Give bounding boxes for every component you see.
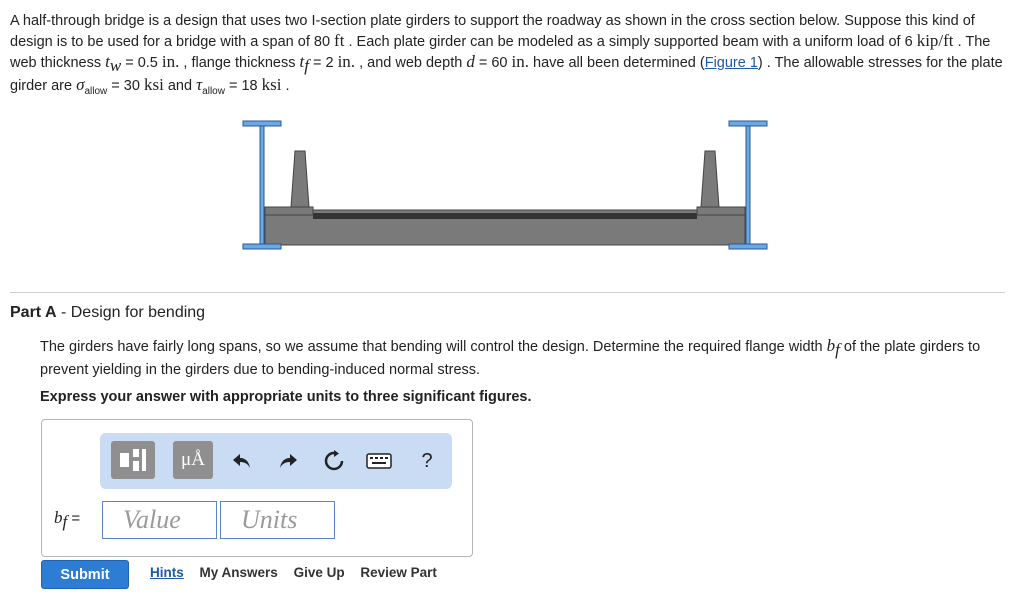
reset-icon[interactable] [319, 447, 349, 475]
section-divider [10, 292, 1005, 293]
answer-instructions: Express your answer with appropriate units to three significant figures. [40, 389, 532, 405]
right-girder-bottom-flange [729, 244, 767, 249]
math-toolbar [100, 433, 452, 489]
answer-box [41, 419, 473, 557]
figure-1-link[interactable]: Figure 1 [704, 55, 758, 71]
my-answers-link[interactable]: My Answers [199, 565, 278, 580]
submit-button[interactable]: Submit [41, 560, 129, 589]
symbols-icon[interactable]: μÅ [173, 441, 213, 479]
right-girder-top-flange [729, 121, 767, 126]
answer-variable-label: $b_f$ = [54, 508, 81, 531]
left-girder-top-flange [243, 121, 281, 126]
left-girder-web [260, 126, 264, 244]
review-part-link[interactable]: Review Part [360, 565, 437, 580]
left-curb [265, 207, 313, 215]
hints-link[interactable]: Hints [150, 565, 184, 580]
part-a-title: Part A - Design for bending [10, 304, 206, 321]
part-a-description: The girders have fairly long spans, so we assume that bending will control the design. Determine the required flange width $b_f$ of the plate girders to prevent yielding in the girders due to bending-induced normal stress. [40, 336, 981, 378]
templates-icon[interactable] [111, 441, 155, 479]
give-up-link[interactable]: Give Up [293, 565, 345, 580]
undo-icon[interactable] [227, 447, 257, 475]
value-input[interactable]: Value [102, 501, 217, 539]
keyboard-icon[interactable] [364, 447, 394, 475]
roadway-surface [313, 213, 697, 219]
problem-statement: A half-through bridge is a design that uses two I-section plate girders to support the roadway as shown in the cross section below. Suppose this kind of design is to be used for a bridge with a span of 80 ft . Each plate girder can be modeled as a simply supported beam with a uniform load of 6 kip/ft . The web thickness $t_w = 0.5$ in. , flange thickness $t_f = 2$ in. , and web depth d = 60 in. have all been determined (Figure 1) . The allowable stresses for the plate girder are $\sigma_{allow} = 30$ ksi and $\tau_{allow} = 18$ ksi . [10, 13, 1003, 97]
help-icon[interactable]: ? [421, 449, 433, 472]
answer-actions [150, 565, 449, 580]
left-stiffener [291, 151, 309, 207]
bridge-cross-section-figure [235, 115, 775, 255]
right-girder-web [746, 126, 750, 244]
left-girder-bottom-flange [243, 244, 281, 249]
units-input[interactable]: Units [220, 501, 335, 539]
redo-icon[interactable] [273, 447, 303, 475]
right-stiffener [701, 151, 719, 207]
right-curb [697, 207, 745, 215]
